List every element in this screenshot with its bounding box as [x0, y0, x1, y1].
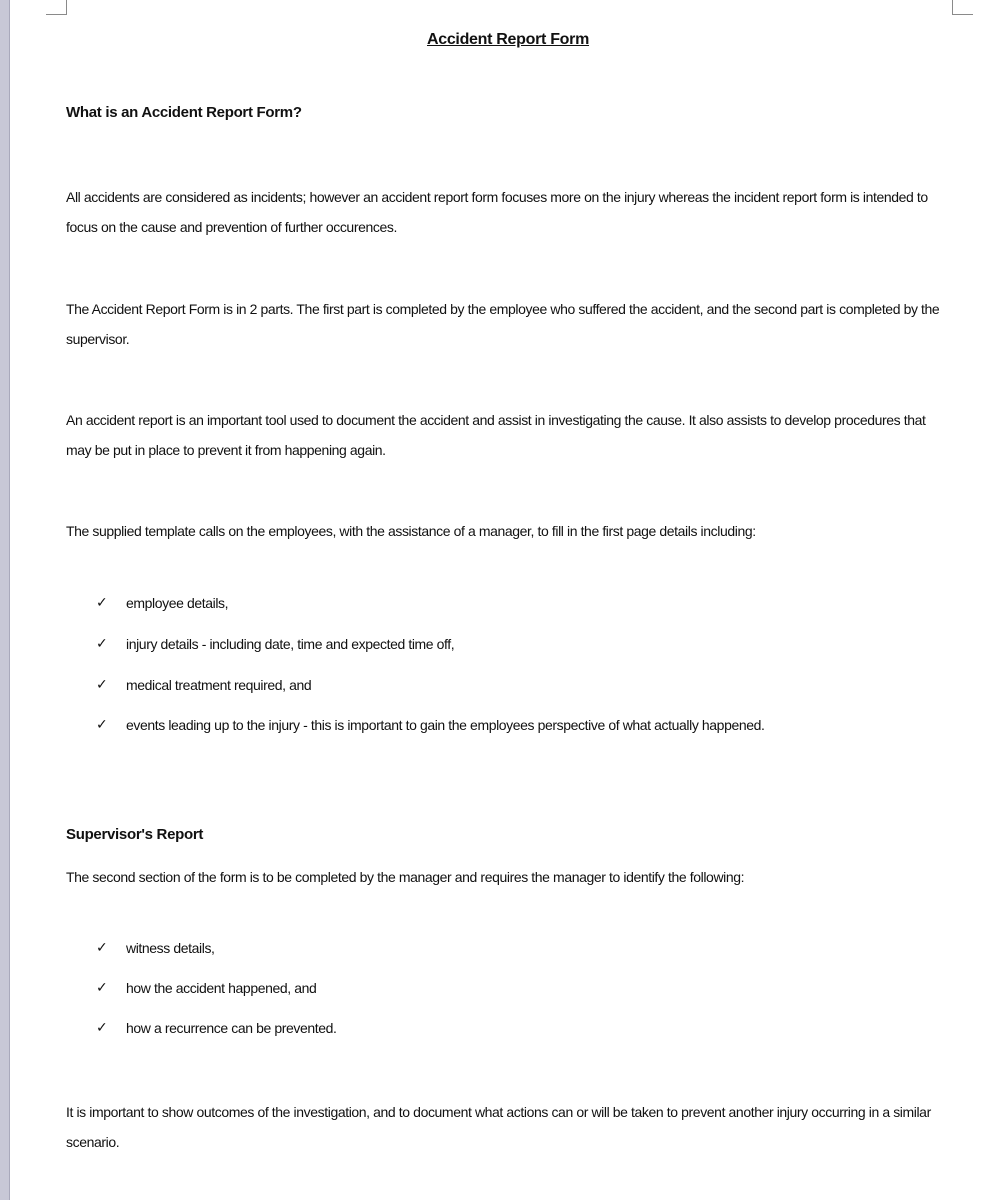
list-item-text: employee details,: [126, 595, 229, 611]
section-heading-supervisor: Supervisor's Report: [66, 826, 204, 843]
list-item: [96, 588, 926, 618]
checkmark-icon: ✓: [96, 636, 108, 652]
checkmark-icon: ✓: [96, 677, 108, 693]
list-item-text: witness details,: [126, 940, 215, 956]
list-item-text: how the accident happened, and: [126, 980, 317, 996]
list-item: [96, 933, 926, 963]
document-title: Accident Report Form: [426, 31, 590, 48]
list-item: [96, 629, 926, 659]
list-item: [96, 973, 926, 1003]
page-corner-mark-left: [46, 0, 67, 15]
paragraph-template: The supplied template calls on the employees, with the assistance of a manager, to fill in the first page details including:: [66, 523, 756, 539]
paragraph-outcomes: It is important to show outcomes of the investigation, and to document what actions can or will be taken to prevent another injury occurring in a similar scenario.: [66, 1104, 931, 1150]
page-corner-mark-right: [952, 0, 973, 15]
page-margin-rule: [0, 0, 10, 1200]
list-item: [96, 670, 926, 700]
paragraph-second-section: The second section of the form is to be completed by the manager and requires the manager to identify the following:: [66, 869, 745, 885]
checkmark-icon: ✓: [96, 940, 108, 956]
list-item: [96, 1013, 926, 1043]
paragraph-two-parts: The Accident Report Form is in 2 parts. The first part is completed by the employee who suffered the accident, and the second part is completed by the supervisor.: [66, 301, 940, 347]
checkmark-icon: ✓: [96, 980, 108, 996]
checkmark-icon: ✓: [96, 717, 108, 733]
paragraph-important-tool: An accident report is an important tool used to document the accident and assist in investigating the cause. It also assists to develop procedures that may be put in place to prevent it from happening again.: [66, 412, 926, 458]
list-item-text: how a recurrence can be prevented.: [126, 1020, 337, 1036]
list-item-text: events leading up to the injury - this is important to gain the employees perspective of what actually happened.: [126, 717, 765, 733]
checkmark-icon: ✓: [96, 1020, 108, 1036]
section-heading-what-is: What is an Accident Report Form?: [66, 104, 302, 121]
list-item: [96, 710, 926, 740]
checkmark-icon: ✓: [96, 595, 108, 611]
list-item-text: injury details - including date, time and expected time off,: [126, 636, 455, 652]
list-item-text: medical treatment required, and: [126, 677, 312, 693]
paragraph-incidents: All accidents are considered as incidents; however an accident report form focuses more on the injury whereas the incident report form is intended to focus on the cause and prevention of further occurences.: [66, 189, 928, 235]
